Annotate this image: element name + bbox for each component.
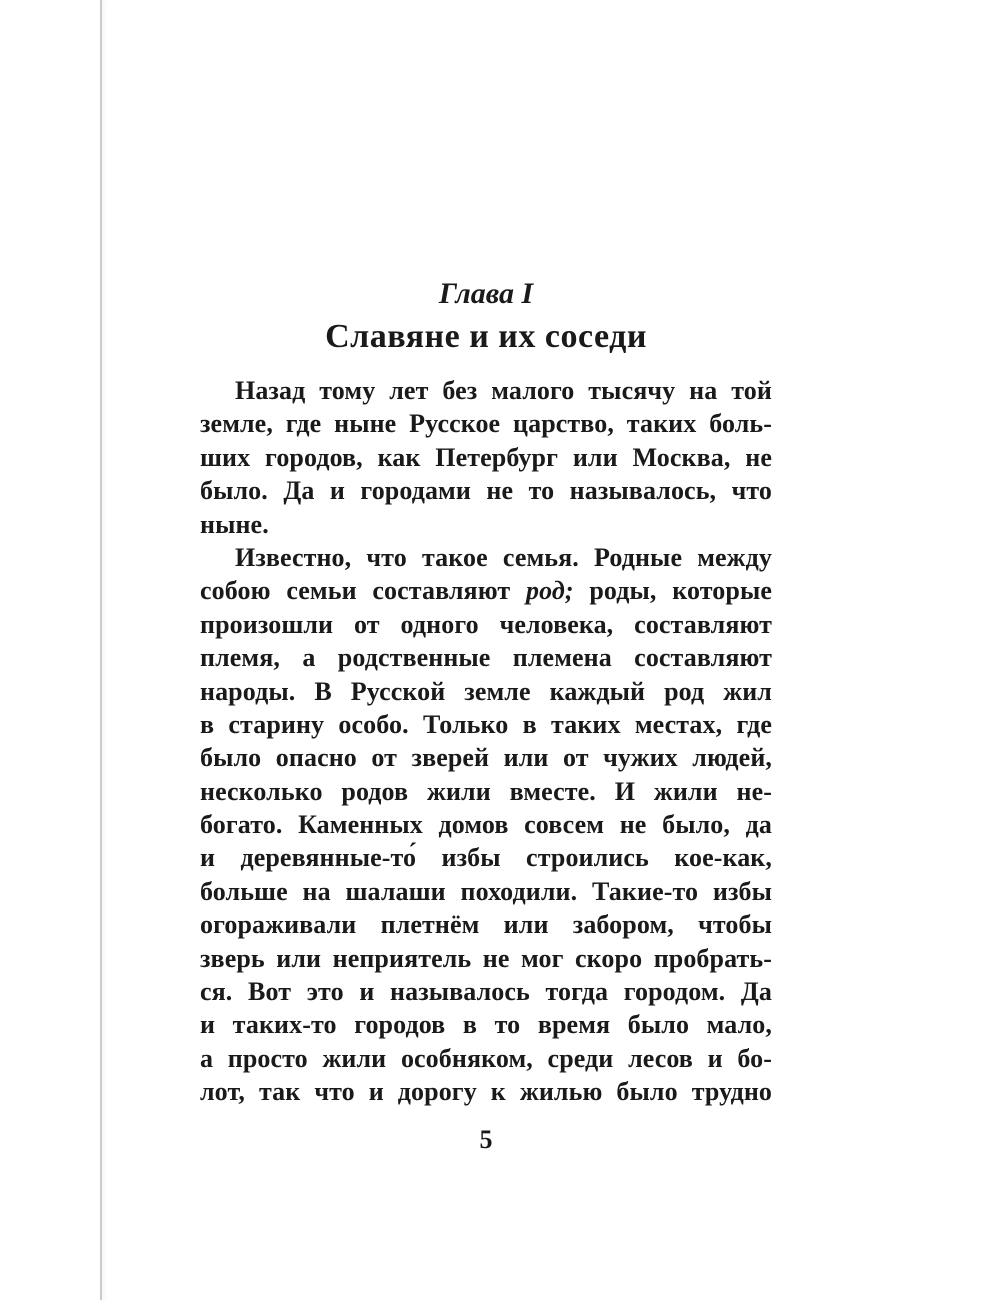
text-line: несколько родов жили вместе. И жили не-	[200, 776, 772, 806]
text-line: богато. Каменных домов совсем не было, да	[200, 810, 772, 840]
text-line: было. Да и городами не то называлось, что	[200, 476, 772, 506]
text-line: народы. В Русской земле каждый род жил	[200, 676, 772, 706]
text-line: Назад тому лет без малого тысячу на той	[235, 376, 772, 405]
text-line: лот, так что и дорогу к жилью было трудно	[200, 1077, 772, 1107]
text-line: племя, а родственные племена составляют	[200, 643, 772, 673]
chapter-title: Славяне и их соседи	[325, 318, 647, 355]
text-line: было опасно от зверей или от чужих людей,	[200, 743, 772, 773]
italic-term: род;	[525, 576, 574, 606]
page-edge-divider	[100, 0, 102, 1300]
text-line: и таких-то городов в то время было мало,	[200, 1010, 772, 1040]
text-line: ныне.	[200, 509, 269, 539]
text-line	[200, 574, 772, 607]
page-number: 5	[479, 1124, 493, 1154]
text-line: а просто жили особняком, среди лесов и бо-	[200, 1043, 772, 1073]
text-line: в старину особо. Только в таких местах, где	[200, 709, 772, 739]
text-line: произошли от одного человека, составляют	[200, 609, 772, 639]
text-segment: собою семьи составляют	[200, 576, 526, 606]
body-paragraphs	[200, 374, 772, 1109]
paragraph	[200, 374, 772, 541]
text-line: ся. Вот это и называлось тогда городом. Да	[200, 977, 772, 1007]
text-line: ших городов, как Петербург или Москва, не	[200, 442, 772, 472]
text-line: и деревянные-то́ избы строились кое-как,	[200, 843, 772, 873]
text-line: огораживали плетнём или забором, чтобы	[200, 910, 772, 940]
text-segment: роды, которые	[573, 576, 772, 606]
chapter-label: Глава I	[438, 277, 534, 310]
text-line: Известно, что такое семья. Родные между	[235, 542, 772, 572]
text-line: земле, где ныне Русское царство, таких боль-	[200, 409, 772, 439]
paragraph	[200, 541, 772, 1109]
text-line: больше на шалаши походили. Такие-то избы	[200, 876, 772, 906]
text-line: зверь или неприятель не мог скоро пробрать-	[200, 943, 772, 973]
book-text-column	[200, 0, 772, 1155]
